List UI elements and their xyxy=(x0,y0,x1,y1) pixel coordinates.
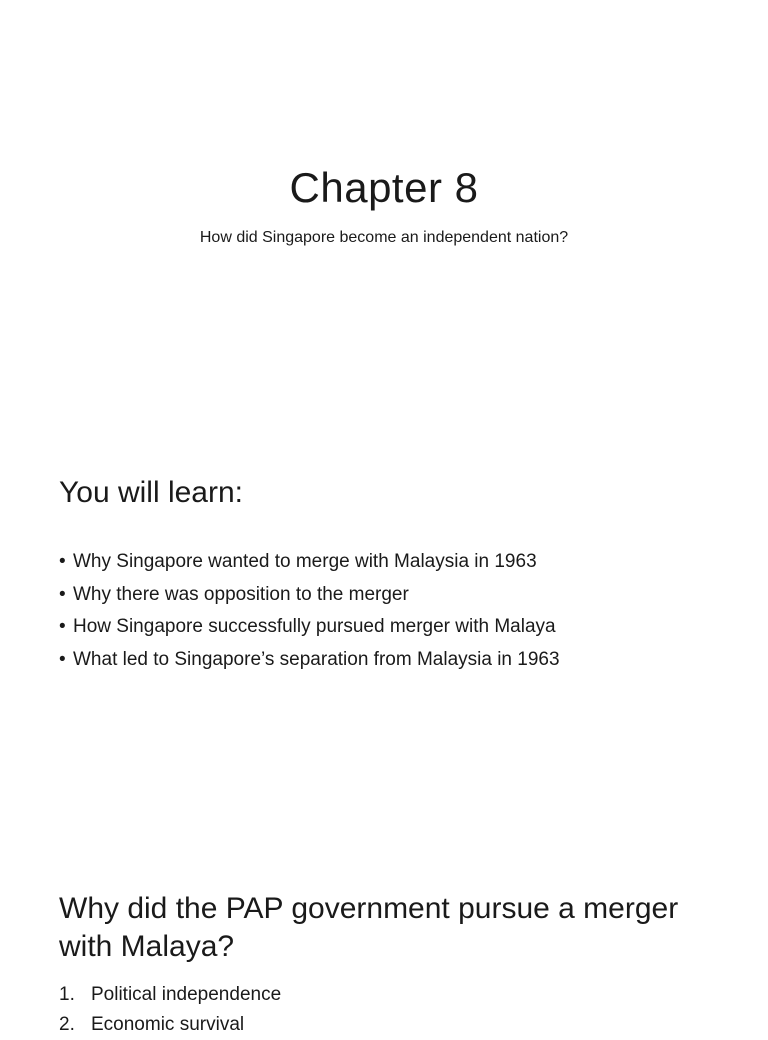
bullet-icon: • xyxy=(59,583,66,605)
list-item xyxy=(59,644,560,677)
bullet-icon: • xyxy=(59,616,66,637)
slide-merger-reasons xyxy=(0,864,768,1035)
slide-learning-objectives xyxy=(0,432,768,864)
list-item-text: Why there was opposition to the merger xyxy=(73,583,409,605)
list-number: 2. xyxy=(59,1014,75,1035)
reasons-list xyxy=(59,980,281,1040)
list-item xyxy=(59,579,560,612)
list-item-text: Political independence xyxy=(91,984,282,1005)
list-item-text: Why Singapore wanted to merge with Malaysia in 1963 xyxy=(73,551,537,572)
bullet-icon: • xyxy=(59,551,66,572)
chapter-subtitle: How did Singapore become an independent nation? xyxy=(199,229,569,246)
bullet-icon: • xyxy=(59,648,66,670)
list-item-text: Economic survival xyxy=(91,1014,245,1035)
list-item xyxy=(59,611,560,644)
objectives-heading: You will learn: xyxy=(59,476,243,509)
objectives-list xyxy=(59,546,560,676)
list-item-text: How Singapore successfully pursued merger with Malaya xyxy=(73,616,556,637)
list-item-text: What led to Singapore’s separation from Malaysia in 1963 xyxy=(73,648,560,670)
list-item xyxy=(59,980,281,1010)
chapter-title: Chapter 8 xyxy=(289,164,479,211)
list-number: 1. xyxy=(59,984,75,1005)
list-item xyxy=(59,546,560,579)
slide-chapter-title xyxy=(0,0,768,432)
list-item xyxy=(59,1010,281,1040)
reasons-heading: Why did the PAP government pursue a merger with Malaya? xyxy=(59,892,679,963)
